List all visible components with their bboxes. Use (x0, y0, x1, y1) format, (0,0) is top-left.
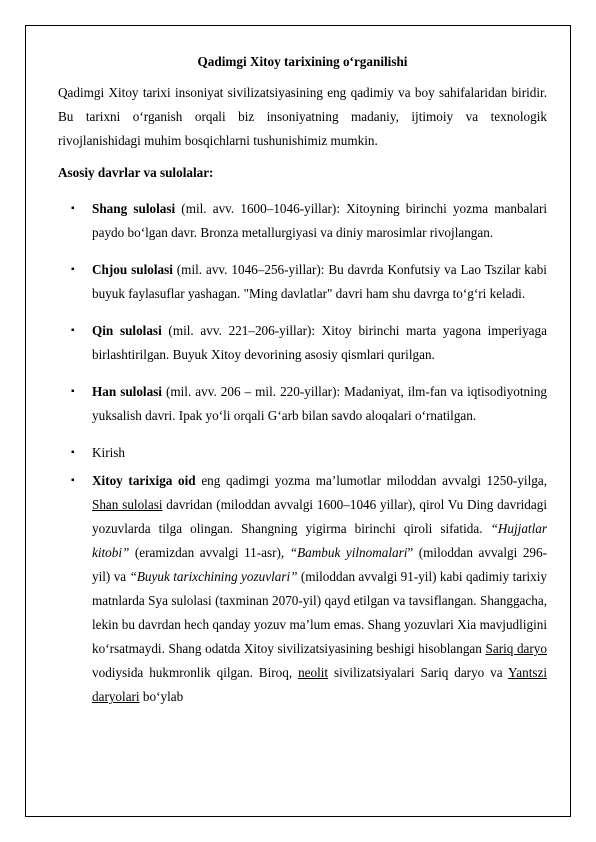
list-item-kirish (58, 441, 547, 465)
dynasty-name: Shang sulolasi (92, 201, 176, 216)
history-text: bo‘ylab (139, 689, 184, 704)
intro-paragraph: Qadimgi Xitoy tarixi insoniyat sivilizatsiyasining eng qadimiy va boy sahifalaridan biridir. Bu tarixni o‘rganish orqali biz insoniyatning madaniy, ijtimoiy va texnologik rivojlanishidagi muhim bosqichlarni tushunishimiz mumkin. (58, 85, 547, 148)
link-shan-sulolasi[interactable]: Shan sulolasi (92, 497, 163, 512)
bullet-icon: ▪ (71, 475, 75, 486)
history-text: eng qadimgi yozma ma’lumotlar miloddan avvalgi 1250-yilga, (195, 473, 547, 488)
history-text: sivilizatsiyalari Sariq daryo va (328, 665, 509, 680)
link-yantszi-daryolari[interactable]: Yantszi daryolari (92, 665, 548, 704)
history-bold-lead: Xitoy tarixiga oid (92, 473, 196, 488)
dynasty-desc: (mil. avv. 206 – mil. 220-yillar): Madaniyat, ilm-fan va iqtisodiyotning yuksalish davri. Ipak yo‘li orqali G‘arb bilan savdo aloqalari o‘rnatilgan. (92, 384, 548, 423)
bullet-icon: ▪ (71, 264, 75, 275)
section-heading: Asosiy davrlar va sulolalar: (58, 165, 214, 180)
bullet-icon: ▪ (71, 386, 75, 397)
list-item-history-sources (58, 469, 547, 709)
document-body (58, 50, 547, 709)
list-item-chjou (58, 258, 547, 306)
link-neolit[interactable]: neolit (298, 665, 329, 680)
dynasty-name: Qin sulolasi (92, 323, 162, 338)
dynasty-desc: (mil. avv. 221–206-yillar): Xitoy birinchi marta yagona imperiyaga birlashtirilgan. Buyuk Xitoy devorining asosiy qismlari qurilgan. (92, 323, 547, 362)
dynasty-list (58, 197, 547, 709)
book-title: “Bambuk yilnomalari (289, 545, 408, 560)
history-text: ” (miloddan avvalgi 296-yil) va (92, 545, 548, 584)
bullet-icon: ▪ (71, 203, 75, 214)
dynasty-name: Chjou sulolasi (92, 262, 173, 277)
history-text: (eramizdan avvalgi 11-asr), (129, 545, 290, 560)
list-item-shang (58, 197, 547, 245)
link-sariq-daryo[interactable]: Sariq daryo (485, 641, 547, 656)
book-title: “Buyuk tarixchining yozuvlari” (129, 569, 298, 584)
dynasty-desc: (mil. avv. 1046–256-yillar): Bu davrda Konfutsiy va Lao Tszilar kabi buyuk faylasuflar yashagan. "Ming davlatlar" davri ham shu davrga to‘g‘ri keladi. (92, 262, 547, 301)
bullet-icon: ▪ (71, 447, 75, 458)
history-text: vodiysida hukmronlik qilgan. Biroq, (92, 665, 299, 680)
list-item-qin (58, 319, 547, 367)
kirish-text: Kirish (92, 445, 125, 460)
book-title: “Hujjatlar kitobi” (92, 521, 547, 560)
document-title: Qadimgi Xitoy tarixining o‘rganilishi (197, 54, 408, 69)
history-text: davridan (miloddan avvalgi 1600–1046 yillar), qirol Vu Ding davridagi yozuvlarda tilga olingan. Shangning yigirma birinchi qiroli sifatida. (92, 497, 547, 536)
dynasty-desc: (mil. avv. 1600–1046-yillar): Xitoyning birinchi yozma manbalari paydo bo‘lgan davr. Bronza metallurgiyasi va diniy marosimlar rivojlangan. (92, 201, 548, 240)
history-text: (miloddan avvalgi 91-yil) kabi qadimiy tarixiy matnlarda Sya sulolasi (taxminan 2070-yil) qayd etilgan va tavsiflangan. Shanggacha, lekin bu davrdan hech qanday yozuv ma’lum emas. Shang yozuvlari Xia mavjudligini ko‘rsatmaydi. Shang odatda Xitoy sivilizatsiyasining beshigi hisoblangan (92, 569, 547, 656)
dynasty-name: Han sulolasi (92, 384, 162, 399)
list-item-han (58, 380, 547, 428)
bullet-icon: ▪ (71, 325, 75, 336)
